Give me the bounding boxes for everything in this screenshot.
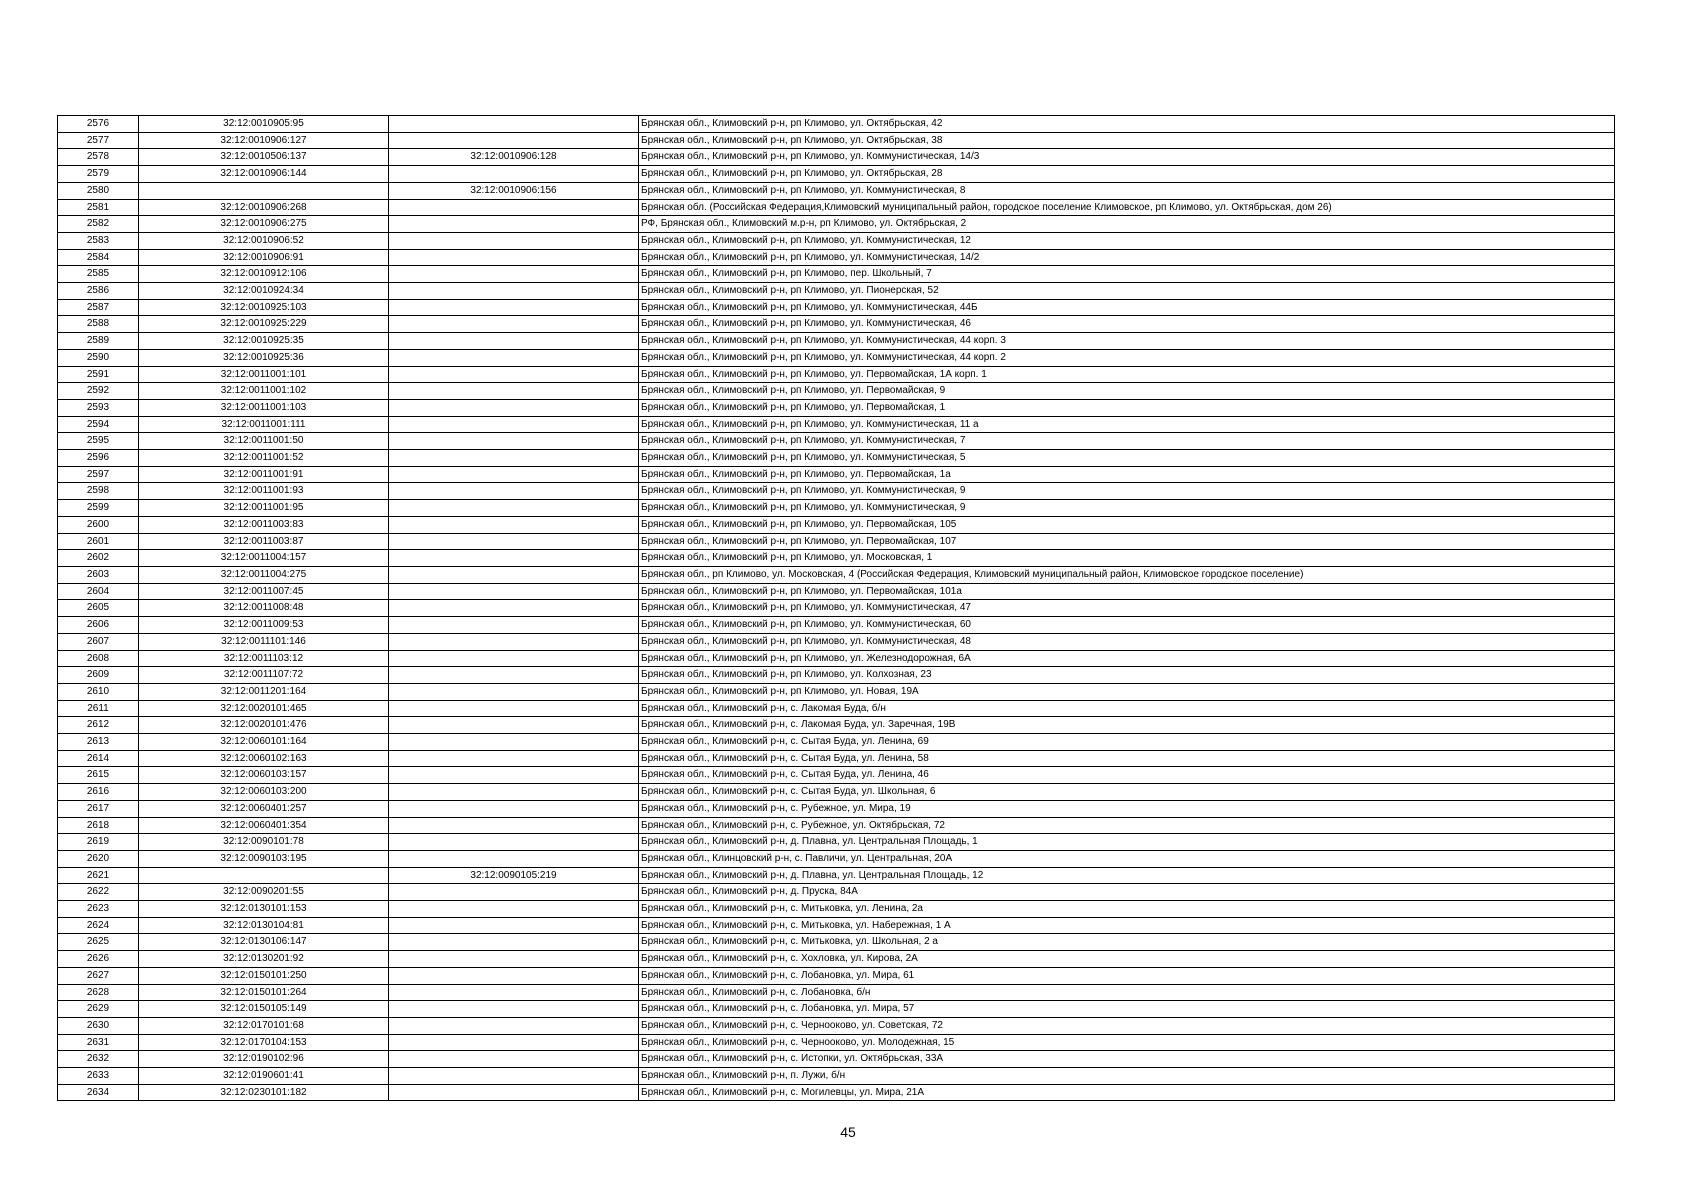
row-number-cell: 2589	[58, 333, 139, 350]
parent-cadastral-number-cell	[389, 216, 639, 233]
row-number-cell: 2620	[58, 850, 139, 867]
table-row	[58, 700, 1615, 717]
table-row	[58, 166, 1615, 183]
address-cell: Брянская обл., Климовский р-н, рп Климово, ул. Коммунистическая, 60	[639, 617, 1615, 634]
address-cell: Брянская обл., Климовский р-н, с. Чернооково, ул. Советская, 72	[639, 1017, 1615, 1034]
cadastral-number-cell: 32:12:0011107:72	[139, 667, 389, 684]
cadastral-number-cell: 32:12:0060401:354	[139, 817, 389, 834]
table-row	[58, 784, 1615, 801]
table-row	[58, 717, 1615, 734]
parent-cadastral-number-cell	[389, 683, 639, 700]
parent-cadastral-number-cell	[389, 466, 639, 483]
table-row	[58, 450, 1615, 467]
row-number-cell: 2613	[58, 734, 139, 751]
address-cell: Брянская обл., Климовский р-н, с. Лобановка, б/н	[639, 984, 1615, 1001]
cadastral-number-cell: 32:12:0150101:250	[139, 967, 389, 984]
address-cell: Брянская обл., Климовский р-н, рп Климово, ул. Коммунистическая, 48	[639, 633, 1615, 650]
parent-cadastral-number-cell	[389, 734, 639, 751]
table-row	[58, 633, 1615, 650]
table-row	[58, 433, 1615, 450]
table-row	[58, 283, 1615, 300]
parent-cadastral-number-cell	[389, 333, 639, 350]
parent-cadastral-number-cell	[389, 667, 639, 684]
cadastral-number-cell: 32:12:0130104:81	[139, 917, 389, 934]
row-number-cell: 2630	[58, 1017, 139, 1034]
row-number-cell: 2614	[58, 750, 139, 767]
parent-cadastral-number-cell	[389, 1068, 639, 1085]
address-cell: Брянская обл., Климовский р-н, рп Климово, ул. Первомайская, 1	[639, 399, 1615, 416]
cadastral-number-cell: 32:12:0060101:164	[139, 734, 389, 751]
cadastral-number-cell: 32:12:0011009:53	[139, 617, 389, 634]
parent-cadastral-number-cell	[389, 767, 639, 784]
parent-cadastral-number-cell	[389, 750, 639, 767]
address-cell: Брянская обл., Климовский р-н, с. Митьковка, ул. Ленина, 2а	[639, 901, 1615, 918]
address-cell: Брянская обл., Климовский р-н, рп Климово, ул. Коммунистическая, 7	[639, 433, 1615, 450]
address-cell: Брянская обл., Климовский р-н, с. Лобановка, ул. Мира, 57	[639, 1001, 1615, 1018]
row-number-cell: 2593	[58, 399, 139, 416]
address-cell: Брянская обл., Климовский р-н, рп Климово, ул. Первомайская, 1А корп. 1	[639, 366, 1615, 383]
parent-cadastral-number-cell	[389, 817, 639, 834]
row-number-cell: 2603	[58, 566, 139, 583]
table-row	[58, 550, 1615, 567]
address-cell: Брянская обл., Климовский р-н, п. Лужи, б/н	[639, 1068, 1615, 1085]
row-number-cell: 2607	[58, 633, 139, 650]
parent-cadastral-number-cell	[389, 566, 639, 583]
address-cell: Брянская обл., Климовский р-н, рп Климово, ул. Железнодорожная, 6А	[639, 650, 1615, 667]
parent-cadastral-number-cell	[389, 533, 639, 550]
cadastral-number-cell: 32:12:0011001:50	[139, 433, 389, 450]
table-row	[58, 850, 1615, 867]
address-cell: Брянская обл., Климовский р-н, д. Пруска, 84А	[639, 884, 1615, 901]
table-row	[58, 683, 1615, 700]
cadastral-number-cell: 32:12:0010912:106	[139, 266, 389, 283]
row-number-cell: 2619	[58, 834, 139, 851]
parent-cadastral-number-cell	[389, 633, 639, 650]
row-number-cell: 2618	[58, 817, 139, 834]
cadastral-number-cell: 32:12:0020101:465	[139, 700, 389, 717]
cadastral-number-cell: 32:12:0090103:195	[139, 850, 389, 867]
row-number-cell: 2595	[58, 433, 139, 450]
parent-cadastral-number-cell	[389, 500, 639, 517]
row-number-cell: 2592	[58, 383, 139, 400]
table-row	[58, 116, 1615, 133]
address-cell: Брянская обл., Климовский р-н, с. Сытая Буда, ул. Ленина, 69	[639, 734, 1615, 751]
table-row	[58, 199, 1615, 216]
address-cell: Брянская обл., Климовский р-н, рп Климово, ул. Коммунистическая, 14/3	[639, 149, 1615, 166]
row-number-cell: 2600	[58, 516, 139, 533]
cadastral-number-cell: 32:12:0130101:153	[139, 901, 389, 918]
address-cell: Брянская обл., Климовский р-н, рп Климово, ул. Первомайская, 1а	[639, 466, 1615, 483]
parent-cadastral-number-cell	[389, 232, 639, 249]
parent-cadastral-number-cell	[389, 316, 639, 333]
address-cell: Брянская обл., Климовский р-н, с. Сытая Буда, ул. Школьная, 6	[639, 784, 1615, 801]
parent-cadastral-number-cell: 32:12:0010906:156	[389, 182, 639, 199]
cadastral-number-cell: 32:12:0011001:101	[139, 366, 389, 383]
cadastral-number-cell: 32:12:0011004:157	[139, 550, 389, 567]
parent-cadastral-number-cell	[389, 166, 639, 183]
parent-cadastral-number-cell	[389, 901, 639, 918]
row-number-cell: 2596	[58, 450, 139, 467]
cadastral-number-cell: 32:12:0011003:83	[139, 516, 389, 533]
parent-cadastral-number-cell	[389, 116, 639, 133]
row-number-cell: 2627	[58, 967, 139, 984]
cadastral-number-cell: 32:12:0010906:275	[139, 216, 389, 233]
cadastral-number-cell: 32:12:0010924:34	[139, 283, 389, 300]
cadastral-number-cell: 32:12:0010925:36	[139, 349, 389, 366]
parent-cadastral-number-cell	[389, 399, 639, 416]
row-number-cell: 2612	[58, 717, 139, 734]
address-cell: Брянская обл., Климовский р-н, рп Климово, ул. Первомайская, 107	[639, 533, 1615, 550]
parent-cadastral-number-cell	[389, 366, 639, 383]
row-number-cell: 2628	[58, 984, 139, 1001]
cadastral-number-cell: 32:12:0190601:41	[139, 1068, 389, 1085]
table-row	[58, 951, 1615, 968]
address-cell: Брянская обл., Климовский р-н, с. Лакомая Буда, б/н	[639, 700, 1615, 717]
parent-cadastral-number-cell	[389, 884, 639, 901]
parent-cadastral-number-cell	[389, 600, 639, 617]
table-row	[58, 617, 1615, 634]
address-cell: Брянская обл., Климовский р-н, рп Климово, ул. Коммунистическая, 9	[639, 500, 1615, 517]
table-row	[58, 216, 1615, 233]
address-cell: Брянская обл., Климовский р-н, рп Климово, ул. Коммунистическая, 46	[639, 316, 1615, 333]
row-number-cell: 2588	[58, 316, 139, 333]
table-row	[58, 249, 1615, 266]
cadastral-number-cell: 32:12:0150101:264	[139, 984, 389, 1001]
table-row	[58, 1051, 1615, 1068]
parent-cadastral-number-cell	[389, 199, 639, 216]
cadastral-number-cell: 32:12:0010906:52	[139, 232, 389, 249]
row-number-cell: 2581	[58, 199, 139, 216]
row-number-cell: 2624	[58, 917, 139, 934]
address-cell: Брянская обл., Климовский р-н, рп Климово, ул. Октябрьская, 38	[639, 132, 1615, 149]
parent-cadastral-number-cell	[389, 383, 639, 400]
address-cell: Брянская обл., Климовский р-н, д. Плавна, ул. Центральная Площадь, 1	[639, 834, 1615, 851]
address-cell: Брянская обл., Климовский р-н, рп Климово, ул. Коммунистическая, 9	[639, 483, 1615, 500]
cadastral-number-cell: 32:12:0011001:91	[139, 466, 389, 483]
table-row	[58, 383, 1615, 400]
cadastral-number-cell: 32:12:0170104:153	[139, 1034, 389, 1051]
address-cell: Брянская обл., Климовский р-н, рп Климово, ул. Первомайская, 105	[639, 516, 1615, 533]
table-row	[58, 600, 1615, 617]
address-cell: Брянская обл., Климовский р-н, рп Климово, ул. Колхозная, 23	[639, 667, 1615, 684]
address-cell: Брянская обл., Климовский р-н, с. Хохловка, ул. Кирова, 2А	[639, 951, 1615, 968]
parent-cadastral-number-cell	[389, 617, 639, 634]
table-row	[58, 650, 1615, 667]
table-row	[58, 984, 1615, 1001]
parent-cadastral-number-cell	[389, 834, 639, 851]
cadastral-number-cell: 32:12:0060401:257	[139, 800, 389, 817]
address-cell: Брянская обл., Климовский р-н, с. Сытая Буда, ул. Ленина, 46	[639, 767, 1615, 784]
table-row	[58, 299, 1615, 316]
row-number-cell: 2599	[58, 500, 139, 517]
register-table-body	[58, 116, 1615, 1101]
cadastral-number-cell: 32:12:0010906:127	[139, 132, 389, 149]
cadastral-number-cell: 32:12:0090101:78	[139, 834, 389, 851]
cadastral-number-cell	[139, 182, 389, 199]
address-cell: Брянская обл., Климовский р-н, рп Климово, ул. Коммунистическая, 44 корп. 3	[639, 333, 1615, 350]
table-row	[58, 583, 1615, 600]
table-row	[58, 834, 1615, 851]
table-row	[58, 366, 1615, 383]
parent-cadastral-number-cell	[389, 1051, 639, 1068]
cadastral-number-cell: 32:12:0011001:95	[139, 500, 389, 517]
row-number-cell: 2587	[58, 299, 139, 316]
cadastral-number-cell: 32:12:0060103:157	[139, 767, 389, 784]
table-row	[58, 1017, 1615, 1034]
parent-cadastral-number-cell	[389, 283, 639, 300]
parent-cadastral-number-cell	[389, 784, 639, 801]
row-number-cell: 2597	[58, 466, 139, 483]
table-row	[58, 333, 1615, 350]
parent-cadastral-number-cell	[389, 266, 639, 283]
address-cell: РФ, Брянская обл., Климовский м.р-н, рп Климово, ул. Октябрьская, 2	[639, 216, 1615, 233]
cadastral-number-cell: 32:12:0010906:268	[139, 199, 389, 216]
table-row	[58, 967, 1615, 984]
address-cell: Брянская обл., Климовский р-н, рп Климово, ул. Коммунистическая, 14/2	[639, 249, 1615, 266]
table-row	[58, 817, 1615, 834]
cadastral-number-cell: 32:12:0011001:103	[139, 399, 389, 416]
row-number-cell: 2610	[58, 683, 139, 700]
address-cell: Брянская обл., Климовский р-н, рп Климово, ул. Коммунистическая, 8	[639, 182, 1615, 199]
cadastral-number-cell: 32:12:0011201:164	[139, 683, 389, 700]
cadastral-number-cell: 32:12:0010906:144	[139, 166, 389, 183]
address-cell: Брянская обл., Климовский р-н, рп Климово, ул. Октябрьская, 42	[639, 116, 1615, 133]
cadastral-number-cell: 32:12:0010905:95	[139, 116, 389, 133]
parent-cadastral-number-cell	[389, 483, 639, 500]
table-row	[58, 399, 1615, 416]
row-number-cell: 2594	[58, 416, 139, 433]
cadastral-number-cell: 32:12:0150105:149	[139, 1001, 389, 1018]
cadastral-number-cell: 32:12:0011008:48	[139, 600, 389, 617]
address-cell: Брянская обл., Климовский р-н, с. Рубежное, ул. Мира, 19	[639, 800, 1615, 817]
table-row	[58, 533, 1615, 550]
cadastral-number-cell: 32:12:0011101:146	[139, 633, 389, 650]
table-row	[58, 1084, 1615, 1101]
address-cell: Брянская обл., рп Климово, ул. Московская, 4 (Российская Федерация, Климовский муниципальный район, Климовское городское поселение)	[639, 566, 1615, 583]
parent-cadastral-number-cell	[389, 249, 639, 266]
cadastral-number-cell: 32:12:0010925:229	[139, 316, 389, 333]
parent-cadastral-number-cell	[389, 516, 639, 533]
table-row	[58, 349, 1615, 366]
table-row	[58, 750, 1615, 767]
table-row	[58, 566, 1615, 583]
table-row	[58, 884, 1615, 901]
parent-cadastral-number-cell	[389, 717, 639, 734]
row-number-cell: 2617	[58, 800, 139, 817]
row-number-cell: 2576	[58, 116, 139, 133]
cadastral-number-cell: 32:12:0060102:163	[139, 750, 389, 767]
address-cell: Брянская обл., Климовский р-н, рп Климово, ул. Новая, 19А	[639, 683, 1615, 700]
table-row	[58, 416, 1615, 433]
page-number: 45	[840, 1124, 856, 1140]
parent-cadastral-number-cell	[389, 951, 639, 968]
row-number-cell: 2632	[58, 1051, 139, 1068]
address-cell: Брянская обл., Климовский р-н, рп Климово, ул. Октябрьская, 28	[639, 166, 1615, 183]
parent-cadastral-number-cell	[389, 934, 639, 951]
row-number-cell: 2605	[58, 600, 139, 617]
row-number-cell: 2633	[58, 1068, 139, 1085]
address-cell: Брянская обл., Климовский р-н, рп Климово, ул. Коммунистическая, 47	[639, 600, 1615, 617]
table-row	[58, 867, 1615, 884]
table-row	[58, 316, 1615, 333]
address-cell: Брянская обл., Климовский р-н, рп Климово, пер. Школьный, 7	[639, 266, 1615, 283]
row-number-cell: 2602	[58, 550, 139, 567]
cadastral-number-cell: 32:12:0090201:55	[139, 884, 389, 901]
table-row	[58, 800, 1615, 817]
address-cell: Брянская обл., Климовский р-н, с. Могилевцы, ул. Мира, 21А	[639, 1084, 1615, 1101]
address-cell: Брянская обл., Климовский р-н, рп Климово, ул. Первомайская, 101а	[639, 583, 1615, 600]
cadastral-number-cell: 32:12:0130201:92	[139, 951, 389, 968]
table-row	[58, 266, 1615, 283]
address-cell: Брянская обл., Климовский р-н, с. Лакомая Буда, ул. Заречная, 19В	[639, 717, 1615, 734]
table-row	[58, 132, 1615, 149]
cadastral-number-cell: 32:12:0060103:200	[139, 784, 389, 801]
cadastral-number-cell: 32:12:0011001:52	[139, 450, 389, 467]
parent-cadastral-number-cell	[389, 450, 639, 467]
cadastral-number-cell: 32:12:0011103:12	[139, 650, 389, 667]
address-cell: Брянская обл., Климовский р-н, рп Климово, ул. Коммунистическая, 44Б	[639, 299, 1615, 316]
cadastral-number-cell: 32:12:0011001:93	[139, 483, 389, 500]
row-number-cell: 2591	[58, 366, 139, 383]
cadastral-number-cell: 32:12:0190102:96	[139, 1051, 389, 1068]
table-row	[58, 1001, 1615, 1018]
parent-cadastral-number-cell	[389, 967, 639, 984]
parent-cadastral-number-cell	[389, 1001, 639, 1018]
row-number-cell: 2604	[58, 583, 139, 600]
table-row	[58, 1068, 1615, 1085]
table-row	[58, 934, 1615, 951]
cadastral-number-cell: 32:12:0170101:68	[139, 1017, 389, 1034]
row-number-cell: 2615	[58, 767, 139, 784]
row-number-cell: 2621	[58, 867, 139, 884]
parent-cadastral-number-cell	[389, 1084, 639, 1101]
row-number-cell: 2626	[58, 951, 139, 968]
address-cell: Брянская обл., Климовский р-н, рп Климово, ул. Первомайская, 9	[639, 383, 1615, 400]
cadastral-number-cell: 32:12:0010925:35	[139, 333, 389, 350]
row-number-cell: 2631	[58, 1034, 139, 1051]
row-number-cell: 2582	[58, 216, 139, 233]
address-cell: Брянская обл. (Российская Федерация,Климовский муниципальный район, городское поселение Климовское, рп Климово, ул. Октябрьская, дом 26)	[639, 199, 1615, 216]
table-row	[58, 500, 1615, 517]
parent-cadastral-number-cell: 32:12:0090105:219	[389, 867, 639, 884]
parent-cadastral-number-cell	[389, 917, 639, 934]
parent-cadastral-number-cell	[389, 349, 639, 366]
row-number-cell: 2583	[58, 232, 139, 249]
cadastral-number-cell: 32:12:0011004:275	[139, 566, 389, 583]
address-cell: Брянская обл., Климовский р-н, рп Климово, ул. Коммунистическая, 44 корп. 2	[639, 349, 1615, 366]
cadastral-number-cell: 32:12:0011007:45	[139, 583, 389, 600]
cadastral-number-cell: 32:12:0010925:103	[139, 299, 389, 316]
parent-cadastral-number-cell	[389, 984, 639, 1001]
table-row	[58, 232, 1615, 249]
table-row	[58, 667, 1615, 684]
address-cell: Брянская обл., Клинцовский р-н, с. Павличи, ул. Центральная, 20А	[639, 850, 1615, 867]
table-row	[58, 1034, 1615, 1051]
row-number-cell: 2601	[58, 533, 139, 550]
parent-cadastral-number-cell	[389, 433, 639, 450]
parent-cadastral-number-cell	[389, 132, 639, 149]
cadastral-number-cell: 32:12:0011003:87	[139, 533, 389, 550]
cadastral-number-cell	[139, 867, 389, 884]
address-cell: Брянская обл., Климовский р-н, с. Митьковка, ул. Набережная, 1 А	[639, 917, 1615, 934]
table-row	[58, 734, 1615, 751]
row-number-cell: 2585	[58, 266, 139, 283]
parent-cadastral-number-cell	[389, 299, 639, 316]
address-cell: Брянская обл., Климовский р-н, с. Сытая Буда, ул. Ленина, 58	[639, 750, 1615, 767]
table-row	[58, 149, 1615, 166]
parent-cadastral-number-cell	[389, 700, 639, 717]
address-cell: Брянская обл., Климовский р-н, рп Климово, ул. Коммунистическая, 11 а	[639, 416, 1615, 433]
table-row	[58, 901, 1615, 918]
cadastral-number-cell: 32:12:0011001:102	[139, 383, 389, 400]
row-number-cell: 2622	[58, 884, 139, 901]
address-cell: Брянская обл., Климовский р-н, рп Климово, ул. Коммунистическая, 5	[639, 450, 1615, 467]
parent-cadastral-number-cell	[389, 650, 639, 667]
row-number-cell: 2586	[58, 283, 139, 300]
cadastral-number-cell: 32:12:0230101:182	[139, 1084, 389, 1101]
row-number-cell: 2623	[58, 901, 139, 918]
cadastral-number-cell: 32:12:0010506:137	[139, 149, 389, 166]
address-cell: Брянская обл., Климовский р-н, рп Климово, ул. Московская, 1	[639, 550, 1615, 567]
property-register-table	[57, 115, 1615, 1101]
address-cell: Брянская обл., Климовский р-н, рп Климово, ул. Коммунистическая, 12	[639, 232, 1615, 249]
row-number-cell: 2608	[58, 650, 139, 667]
row-number-cell: 2606	[58, 617, 139, 634]
parent-cadastral-number-cell	[389, 1017, 639, 1034]
table-row	[58, 483, 1615, 500]
table-row	[58, 917, 1615, 934]
row-number-cell: 2584	[58, 249, 139, 266]
row-number-cell: 2616	[58, 784, 139, 801]
address-cell: Брянская обл., Климовский р-н, с. Чернооково, ул. Молодежная, 15	[639, 1034, 1615, 1051]
parent-cadastral-number-cell	[389, 550, 639, 567]
table-row	[58, 466, 1615, 483]
address-cell: Брянская обл., Климовский р-н, с. Истопки, ул. Октябрьская, 33А	[639, 1051, 1615, 1068]
row-number-cell: 2611	[58, 700, 139, 717]
parent-cadastral-number-cell: 32:12:0010906:128	[389, 149, 639, 166]
parent-cadastral-number-cell	[389, 1034, 639, 1051]
table-row	[58, 182, 1615, 199]
address-cell: Брянская обл., Климовский р-н, с. Рубежное, ул. Октябрьская, 72	[639, 817, 1615, 834]
row-number-cell: 2629	[58, 1001, 139, 1018]
row-number-cell: 2590	[58, 349, 139, 366]
cadastral-number-cell: 32:12:0130106:147	[139, 934, 389, 951]
table-row	[58, 767, 1615, 784]
parent-cadastral-number-cell	[389, 800, 639, 817]
row-number-cell: 2634	[58, 1084, 139, 1101]
row-number-cell: 2579	[58, 166, 139, 183]
row-number-cell: 2609	[58, 667, 139, 684]
cadastral-number-cell: 32:12:0020101:476	[139, 717, 389, 734]
cadastral-number-cell: 32:12:0010906:91	[139, 249, 389, 266]
address-cell: Брянская обл., Климовский р-н, с. Лобановка, ул. Мира, 61	[639, 967, 1615, 984]
row-number-cell: 2625	[58, 934, 139, 951]
parent-cadastral-number-cell	[389, 416, 639, 433]
cadastral-number-cell: 32:12:0011001:111	[139, 416, 389, 433]
row-number-cell: 2577	[58, 132, 139, 149]
row-number-cell: 2578	[58, 149, 139, 166]
row-number-cell: 2598	[58, 483, 139, 500]
address-cell: Брянская обл., Климовский р-н, с. Митьковка, ул. Школьная, 2 а	[639, 934, 1615, 951]
row-number-cell: 2580	[58, 182, 139, 199]
address-cell: Брянская обл., Климовский р-н, д. Плавна, ул. Центральная Площадь, 12	[639, 867, 1615, 884]
address-cell: Брянская обл., Климовский р-н, рп Климово, ул. Пионерская, 52	[639, 283, 1615, 300]
parent-cadastral-number-cell	[389, 583, 639, 600]
parent-cadastral-number-cell	[389, 850, 639, 867]
table-row	[58, 516, 1615, 533]
